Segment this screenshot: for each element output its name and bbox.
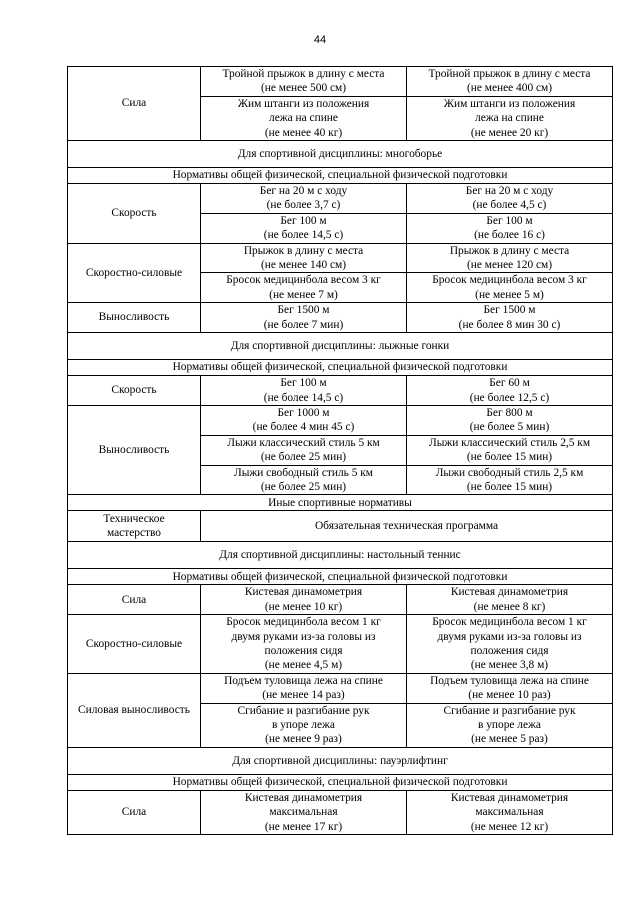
norm-cell-girls xyxy=(407,615,613,674)
norm-line: (не более 3,7 с) xyxy=(266,199,341,212)
norm-line: Бросок медицинбола весом 3 кг xyxy=(226,274,381,287)
norm-line: (не менее 10 кг) xyxy=(264,600,343,613)
norm-cell-girls xyxy=(407,435,613,465)
ability-line: мастерство xyxy=(107,527,161,540)
table-row xyxy=(68,542,613,569)
ability-cell: Выносливость xyxy=(68,405,201,494)
norm-cell-boys xyxy=(201,243,407,273)
norm-line: в упоре лежа xyxy=(272,719,335,731)
table-row xyxy=(68,790,613,834)
table-row xyxy=(68,360,613,376)
norm-line: (не более 5 мин) xyxy=(469,421,550,434)
norm-cell-girls xyxy=(407,376,613,406)
norm-line: Подъем туловища лежа на спине xyxy=(224,674,383,687)
page-number: 44 xyxy=(313,34,327,46)
norm-line: (не менее 12 кг) xyxy=(470,820,549,833)
table-row xyxy=(68,141,613,168)
norm-cell-boys xyxy=(201,703,407,747)
norm-line: Жим штанги из положения xyxy=(443,97,576,110)
norm-cell-boys xyxy=(201,673,407,703)
norm-line: (не менее 500 см) xyxy=(260,82,347,95)
ability-cell: Скорость xyxy=(68,184,201,244)
norm-cell-boys xyxy=(201,96,407,140)
norm-line: Бег на 20 м с ходу xyxy=(259,185,348,198)
ability-cell: Силовая выносливость xyxy=(68,673,201,747)
table-row xyxy=(68,405,613,435)
norm-line: Кистевая динамометрия xyxy=(450,586,569,599)
table-row xyxy=(68,495,613,511)
norm-line: (не менее 3,8 м) xyxy=(470,659,549,672)
norm-line: Сгибание и разгибание рук xyxy=(443,704,576,717)
table-row xyxy=(68,333,613,360)
section-header: Нормативы общей физической, специальной физической подготовки xyxy=(68,774,613,790)
section-header: Нормативы общей физической, специальной физической подготовки xyxy=(68,569,613,585)
norm-cell-boys xyxy=(201,585,407,615)
norm-cell-girls xyxy=(407,273,613,303)
norm-line: (не более 25 мин) xyxy=(260,451,347,464)
norm-line: Бег 1500 м xyxy=(483,304,536,317)
norm-cell-boys xyxy=(201,615,407,674)
norm-line: Бег 1500 м xyxy=(277,304,330,317)
norm-line: Лыжи классический стиль 5 км xyxy=(227,436,380,449)
norm-line: максимальная xyxy=(475,806,544,819)
norm-line: в упоре лежа xyxy=(478,719,541,731)
norm-line: (не менее 17 кг) xyxy=(264,820,343,833)
norm-line: (не более 7 мин) xyxy=(263,318,344,331)
norm-line: (не более 15 мин) xyxy=(466,480,553,493)
norm-cell-girls xyxy=(407,96,613,140)
table-row xyxy=(68,747,613,774)
norm-line: (не более 15 мин) xyxy=(466,451,553,464)
norm-cell-boys xyxy=(201,405,407,435)
norm-line: Тройной прыжок в длину с места xyxy=(222,68,385,80)
table-row xyxy=(68,511,613,542)
norm-line: (не менее 40 кг) xyxy=(264,126,343,139)
norm-line: Бег на 20 м с ходу xyxy=(465,185,554,198)
table-row xyxy=(68,303,613,333)
norm-cell-boys xyxy=(201,790,407,834)
norm-line: (не более 4,5 с) xyxy=(472,199,547,212)
norm-line: лежа на спине xyxy=(475,112,544,125)
discipline-title: Для спортивной дисциплины: настольный теннис xyxy=(68,542,613,569)
norm-cell-girls xyxy=(407,213,613,243)
section-header: Нормативы общей физической, специальной физической подготовки xyxy=(68,168,613,184)
ability-cell: Скоростно-силовые xyxy=(68,615,201,674)
norm-line: Лыжи свободный стиль 5 км xyxy=(233,466,374,479)
norm-line: Бег 60 м xyxy=(489,377,530,390)
norm-line: Лыжи классический стиль 2,5 км xyxy=(428,436,591,449)
norm-line: (не менее 20 кг) xyxy=(470,126,549,139)
norm-line: Прыжок в длину с места xyxy=(243,244,364,257)
norm-line: (не менее 140 см) xyxy=(260,259,347,272)
norm-cell-girls xyxy=(407,184,613,214)
norm-line: положения сидя xyxy=(470,644,549,657)
norm-line: (не более 14,5 с) xyxy=(263,229,344,242)
table-row xyxy=(68,774,613,790)
standards-table xyxy=(67,66,613,835)
norm-cell-girls xyxy=(407,790,613,834)
norm-line: (не менее 14 раз) xyxy=(262,689,345,702)
norm-line: двумя руками из-за головы из xyxy=(437,630,582,643)
norm-line: (не менее 7 м) xyxy=(269,288,338,301)
section-header: Нормативы общей физической, специальной физической подготовки xyxy=(68,360,613,376)
discipline-title: Для спортивной дисциплины: лыжные гонки xyxy=(68,333,613,360)
table-row xyxy=(68,569,613,585)
norm-line: Бросок медицинбола весом 3 кг xyxy=(432,274,587,287)
norm-cell-girls xyxy=(407,303,613,333)
norm-cell-boys xyxy=(201,184,407,214)
ability-cell: Сила xyxy=(68,585,201,615)
table-row xyxy=(68,67,613,97)
ability-line: Техническое xyxy=(103,512,165,525)
norm-line: (не менее 120 см) xyxy=(466,259,553,272)
table-row xyxy=(68,376,613,406)
norm-line: Бег 100 м xyxy=(486,214,533,227)
norm-cell-girls xyxy=(407,673,613,703)
norm-line: (не более 25 мин) xyxy=(260,480,347,493)
norm-cell-girls xyxy=(407,243,613,273)
norm-line: Сгибание и разгибание рук xyxy=(237,704,370,717)
table-row xyxy=(68,243,613,273)
norm-cell-boys xyxy=(201,465,407,495)
norm-line: лежа на спине xyxy=(269,112,338,125)
norm-cell-boys xyxy=(201,213,407,243)
norm-line: Кистевая динамометрия xyxy=(450,791,569,804)
norm-line: Бросок медицинбола весом 1 кг xyxy=(226,616,381,629)
table-row xyxy=(68,184,613,214)
section-header: Иные спортивные нормативы xyxy=(68,495,613,511)
table-row xyxy=(68,615,613,674)
norm-cell-boys xyxy=(201,273,407,303)
norm-line: Бросок медицинбола весом 1 кг xyxy=(432,616,587,629)
norm-line: Бег 100 м xyxy=(280,214,327,227)
ability-cell xyxy=(68,511,201,542)
norm-line: Бег 1000 м xyxy=(277,406,330,419)
norm-line: Подъем туловища лежа на спине xyxy=(430,674,589,687)
norm-cell-girls xyxy=(407,67,613,97)
norm-line: Кистевая динамометрия xyxy=(244,586,363,599)
norm-line: (не менее 5 м) xyxy=(475,288,544,301)
norm-cell-girls xyxy=(407,465,613,495)
ability-cell: Скоростно-силовые xyxy=(68,243,201,303)
norm-line: двумя руками из-за головы из xyxy=(231,630,376,643)
norm-cell-girls xyxy=(407,703,613,747)
norm-cell-girls xyxy=(407,405,613,435)
norm-line: (не менее 9 раз) xyxy=(265,733,342,746)
ability-cell: Выносливость xyxy=(68,303,201,333)
norm-cell-boys xyxy=(201,303,407,333)
norm-line: (не более 16 с) xyxy=(474,229,545,242)
discipline-title: Для спортивной дисциплины: многоборье xyxy=(68,141,613,168)
norm-line: (не более 4 мин 45 с) xyxy=(252,421,355,434)
norm-line: (не более 12,5 с) xyxy=(469,391,550,404)
discipline-title: Для спортивной дисциплины: пауэрлифтинг xyxy=(68,747,613,774)
norm-line: Жим штанги из положения xyxy=(237,97,370,110)
norm-line: Кистевая динамометрия xyxy=(244,791,363,804)
norm-line: максимальная xyxy=(269,806,338,819)
norm-line: (не менее 10 раз) xyxy=(468,689,551,702)
norm-line: (не менее 8 кг) xyxy=(473,600,546,613)
norm-line: Прыжок в длину с места xyxy=(449,244,570,257)
norm-cell-girls xyxy=(407,585,613,615)
norm-line: (не более 14,5 с) xyxy=(263,391,344,404)
norm-line: (не более 8 мин 30 с) xyxy=(458,318,561,331)
norm-line: (не менее 4,5 м) xyxy=(264,659,343,672)
norm-line: Тройной прыжок в длину с места xyxy=(428,68,591,80)
table-row xyxy=(68,673,613,703)
table-row xyxy=(68,168,613,184)
norm-cell-boys xyxy=(201,376,407,406)
norm-cell-boys xyxy=(201,67,407,97)
norm-cell: Обязательная техническая программа xyxy=(201,511,613,542)
norm-cell-boys xyxy=(201,435,407,465)
table-row xyxy=(68,585,613,615)
ability-cell: Скорость xyxy=(68,376,201,406)
norm-line: Бег 100 м xyxy=(280,377,327,390)
norm-line: (не менее 400 см) xyxy=(466,82,553,95)
norm-line: положения сидя xyxy=(264,644,343,657)
norm-line: Бег 800 м xyxy=(486,406,533,419)
norm-line: Лыжи свободный стиль 2,5 км xyxy=(435,466,584,479)
ability-cell: Сила xyxy=(68,790,201,834)
ability-cell: Сила xyxy=(68,67,201,141)
norm-line: (не менее 5 раз) xyxy=(471,733,548,746)
